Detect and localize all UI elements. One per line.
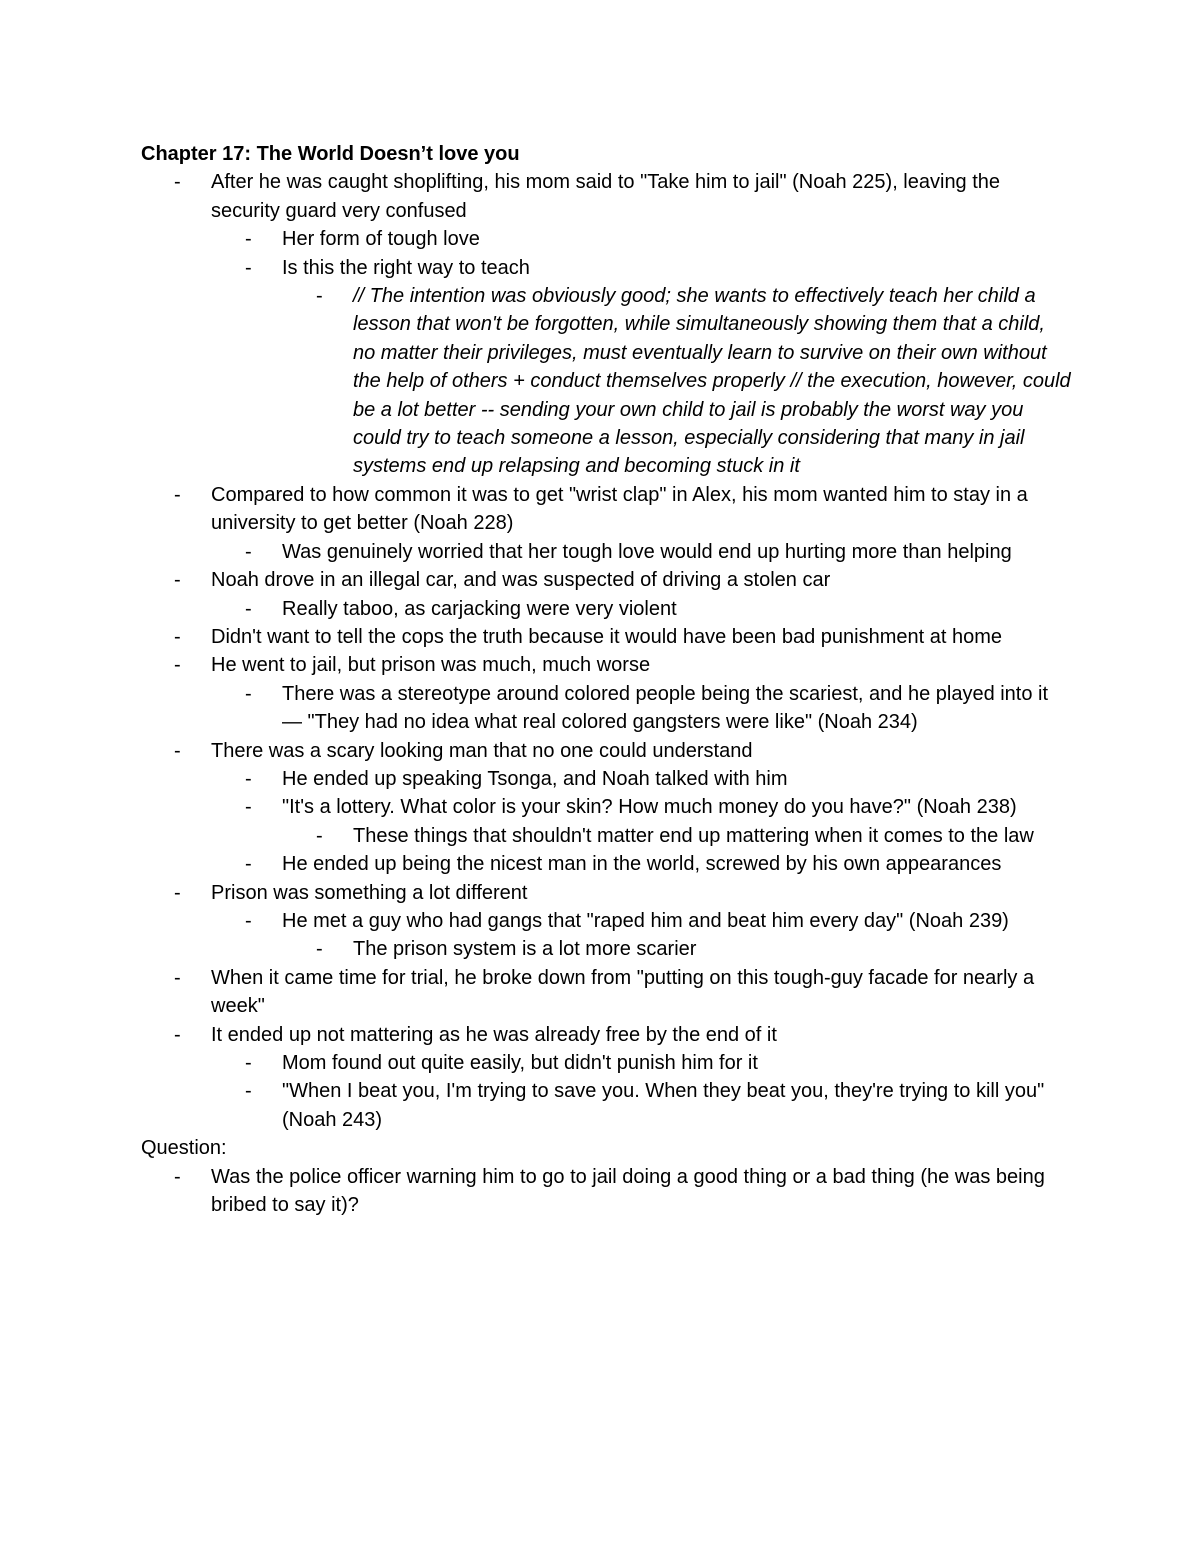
note-item-level-1 xyxy=(141,566,1071,594)
note-item-text: Compared to how common it was to get "wrist clap" in Alex, his mom wanted him to stay in a university to get better (Noah 228) xyxy=(211,483,1028,535)
note-item-text: He ended up being the nicest man in the world, screwed by his own appearances xyxy=(282,853,1002,876)
note-item-level-2 xyxy=(141,254,1071,282)
note-item-level-2 xyxy=(141,225,1071,253)
note-item-text: Noah drove in an illegal car, and was suspected of driving a stolen car xyxy=(211,569,831,592)
bullet-dash: - xyxy=(174,625,181,648)
note-item-level-2 xyxy=(141,595,1071,623)
chapter-heading: Chapter 17: The World Doesn’t love you xyxy=(141,143,520,165)
note-item-text: There was a stereotype around colored people being the scariest, and he played into it — "They had no idea what real colored gangsters were like" (Noah 234) xyxy=(282,682,1049,734)
note-item-level-2 xyxy=(141,765,1071,793)
note-item-level-2 xyxy=(141,793,1071,821)
note-item-text: "When I beat you, I'm trying to save you. When they beat you, they're trying to kill you" (Noah 243) xyxy=(282,1080,1045,1131)
note-item-level-2 xyxy=(141,850,1071,878)
note-item-level-1 xyxy=(141,737,1071,765)
note-item-text: He met a guy who had gangs that "raped him and beat him every day" (Noah 239) xyxy=(282,909,1009,932)
note-item-text: There was a scary looking man that no one could understand xyxy=(211,739,753,762)
note-item-text: Her form of tough love xyxy=(282,228,480,251)
note-item-text: It ended up not mattering as he was already free by the end of it xyxy=(211,1023,777,1046)
note-item-text: After he was caught shoplifting, his mom said to "Take him to jail" (Noah 225), leaving the security guard very confused xyxy=(211,171,1001,222)
note-item-text: Was genuinely worried that her tough love would end up hurting more than helping xyxy=(282,540,1012,563)
note-item-level-3 xyxy=(141,282,1071,481)
bullet-dash: - xyxy=(245,256,252,279)
note-item-level-1 xyxy=(141,964,1071,1021)
bullet-dash: - xyxy=(245,597,252,620)
note-item-level-2 xyxy=(141,538,1071,566)
note-item-level-2 xyxy=(141,680,1071,737)
bullet-dash: - xyxy=(174,1023,181,1046)
question-item-text: Was the police officer warning him to go to jail doing a good thing or a bad thing (he was being bribed to say it)? xyxy=(211,1165,1045,1217)
note-item-text: He went to jail, but prison was much, much worse xyxy=(211,654,651,677)
notes-list xyxy=(141,168,1071,1134)
bullet-dash: - xyxy=(174,881,181,904)
note-item-level-2 xyxy=(141,1077,1071,1134)
note-item-text: "It's a lottery. What color is your skin? How much money do you have?" (Noah 238) xyxy=(282,796,1017,819)
question-item-level-1 xyxy=(141,1163,1071,1220)
question-list xyxy=(141,1163,1071,1220)
bullet-dash: - xyxy=(316,938,323,961)
bullet-dash: - xyxy=(174,483,181,506)
bullet-dash: - xyxy=(245,228,252,251)
bullet-dash: - xyxy=(245,767,252,790)
bullet-dash: - xyxy=(174,966,181,989)
bullet-dash: - xyxy=(245,796,252,819)
note-item-level-3 xyxy=(141,822,1071,850)
question-label: Question: xyxy=(141,1137,227,1160)
note-item-text: Didn't want to tell the cops the truth because it would have been bad punishment at home xyxy=(211,625,1002,648)
bullet-dash: - xyxy=(245,1052,252,1074)
bullet-dash: - xyxy=(245,1080,252,1103)
bullet-dash: - xyxy=(174,739,181,762)
note-item-level-2 xyxy=(141,907,1071,935)
bullet-dash: - xyxy=(316,285,323,308)
note-item-level-1 xyxy=(141,879,1071,907)
note-item-level-1 xyxy=(141,168,1071,225)
bullet-dash: - xyxy=(174,654,181,677)
bullet-dash: - xyxy=(174,171,181,194)
bullet-dash: - xyxy=(245,853,252,876)
note-item-text: Is this the right way to teach xyxy=(282,256,530,279)
bullet-dash: - xyxy=(174,1165,181,1188)
note-item-text: Mom found out quite easily, but didn't punish him for it xyxy=(282,1052,758,1074)
note-item-text: Prison was something a lot different xyxy=(211,881,528,904)
note-item-text: // The intention was obviously good; she wants to effectively teach her child a lesson that won't be forgotten, while simultaneously showing them that a child, no matter their privileges, must eventually learn to survive on their own without the help of others + conduct themselves properly // the execution, however, could be a lot better -- sending your own child to jail is probably the worst way you could try to teach someone a lesson, especially considering that many in jail systems end up relapsing and becoming stuck in it xyxy=(353,285,1071,478)
document-page xyxy=(141,140,1071,1219)
note-item-text: He ended up speaking Tsonga, and Noah talked with him xyxy=(282,767,788,790)
bullet-dash: - xyxy=(245,909,252,932)
bullet-dash: - xyxy=(316,824,323,847)
note-item-level-3 xyxy=(141,935,1071,963)
note-item-level-1 xyxy=(141,651,1071,679)
note-item-text: When it came time for trial, he broke down from "putting on this tough-guy facade for nearly a week" xyxy=(211,966,1035,1018)
note-item-text: These things that shouldn't matter end up mattering when it comes to the law xyxy=(353,824,1034,847)
bullet-dash: - xyxy=(174,569,181,592)
note-item-text: The prison system is a lot more scarier xyxy=(353,938,697,961)
note-item-level-1 xyxy=(141,623,1071,651)
note-item-text: Really taboo, as carjacking were very violent xyxy=(282,597,677,620)
note-item-level-1 xyxy=(141,481,1071,538)
note-item-level-1 xyxy=(141,1021,1071,1049)
note-item-level-2 xyxy=(141,1049,1071,1077)
bullet-dash: - xyxy=(245,682,252,705)
bullet-dash: - xyxy=(245,540,252,563)
